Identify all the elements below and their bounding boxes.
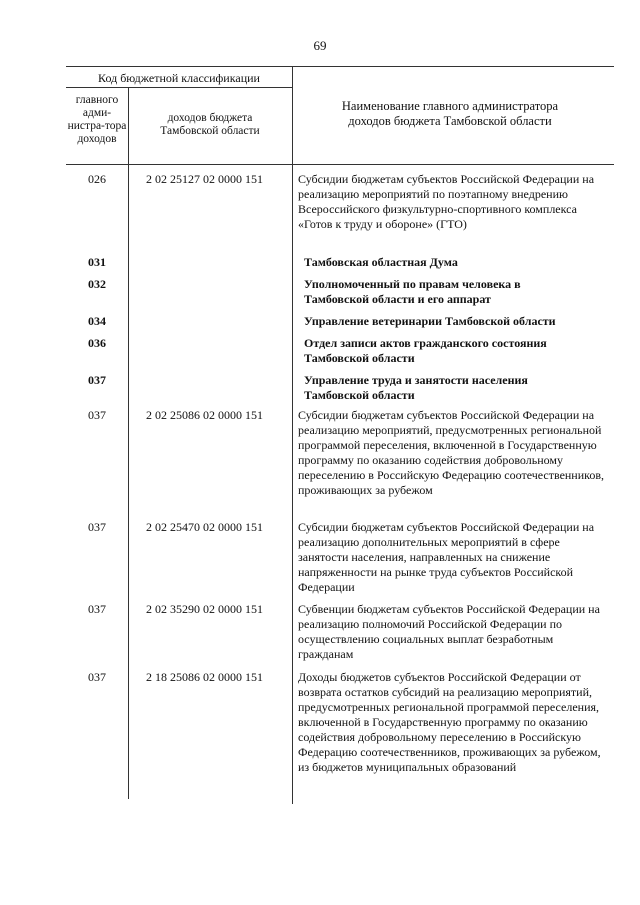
admin-code: 031 <box>88 255 106 269</box>
header-col-admin: главного адми-нистра-тора доходов <box>67 94 127 145</box>
revenue-code: 2 02 25086 02 0000 151 <box>146 408 263 422</box>
admin-name: Отдел записи актов гражданского состояния Тамбовской области <box>304 336 547 365</box>
admin-name: Субсидии бюджетам субъектов Российской Федерации на реализацию мероприятий, предусмотренных региональной программой переселения, включенной в Государственную программу по оказанию содействия добровольному переселению в Российскую Федерацию соотечественников, проживающих за рубежом <box>298 408 605 497</box>
revenue-code: 2 18 25086 02 0000 151 <box>146 670 263 684</box>
admin-code: 026 <box>88 172 106 186</box>
header-group-divider <box>66 87 292 88</box>
admin-code: 037 <box>88 373 106 387</box>
header-col-name: Наименование главного администратора доходов бюджета Тамбовской области <box>341 99 559 128</box>
header-group-label: Код бюджетной классификации <box>98 71 260 85</box>
header-col-revenue: доходов бюджета Тамбовской области <box>160 112 260 137</box>
revenue-code: 2 02 25127 02 0000 151 <box>146 172 263 186</box>
admin-name: Управление труда и занятости населения Тамбовской области <box>304 373 528 402</box>
admin-code: 037 <box>88 670 106 684</box>
admin-name: Доходы бюджетов субъектов Российской Федерации от возврата остатков субсидий на реализацию мероприятий, предусмотренных региональной программой переселения, включенной в Государственную программу по оказанию содействия добровольному переселению в Российскую Федерацию соотечественников, проживающих за рубежом, из бюджетов муниципальных образований <box>298 670 601 774</box>
revenue-code: 2 02 35290 02 0000 151 <box>146 602 263 616</box>
admin-name: Субвенции бюджетам субъектов Российской Федерации на реализацию полномочий Российской Федерации по осуществлению социальных выплат безработным гражданам <box>298 602 600 661</box>
admin-code: 036 <box>88 336 106 350</box>
table-top-border <box>66 66 614 67</box>
admin-name: Субсидии бюджетам субъектов Российской Федерации на реализацию мероприятий по поэтапному внедрению Всероссийского физкультурно-спортивного комплекса «Готов к труду и обороне» (ГТО) <box>298 172 595 231</box>
header-bottom-border <box>66 164 614 165</box>
admin-code: 037 <box>88 520 106 534</box>
admin-code: 037 <box>88 602 106 616</box>
admin-code: 032 <box>88 277 106 291</box>
admin-name: Уполномоченный по правам человека в Тамбовской области и его аппарат <box>304 277 521 306</box>
admin-code: 037 <box>88 408 106 422</box>
admin-name: Управление ветеринарии Тамбовской области <box>304 314 556 328</box>
page-number: 69 <box>313 38 327 53</box>
column-divider-1 <box>128 87 129 799</box>
revenue-code: 2 02 25470 02 0000 151 <box>146 520 263 534</box>
admin-name: Субсидии бюджетам субъектов Российской Федерации на реализацию дополнительных мероприятий в сфере занятости населения, направленных на снижение напряженности на рынке труда субъектов Российской Федерации <box>298 520 595 594</box>
column-divider-2 <box>292 66 293 804</box>
admin-name: Тамбовская областная Дума <box>304 255 458 269</box>
admin-code: 034 <box>88 314 106 328</box>
